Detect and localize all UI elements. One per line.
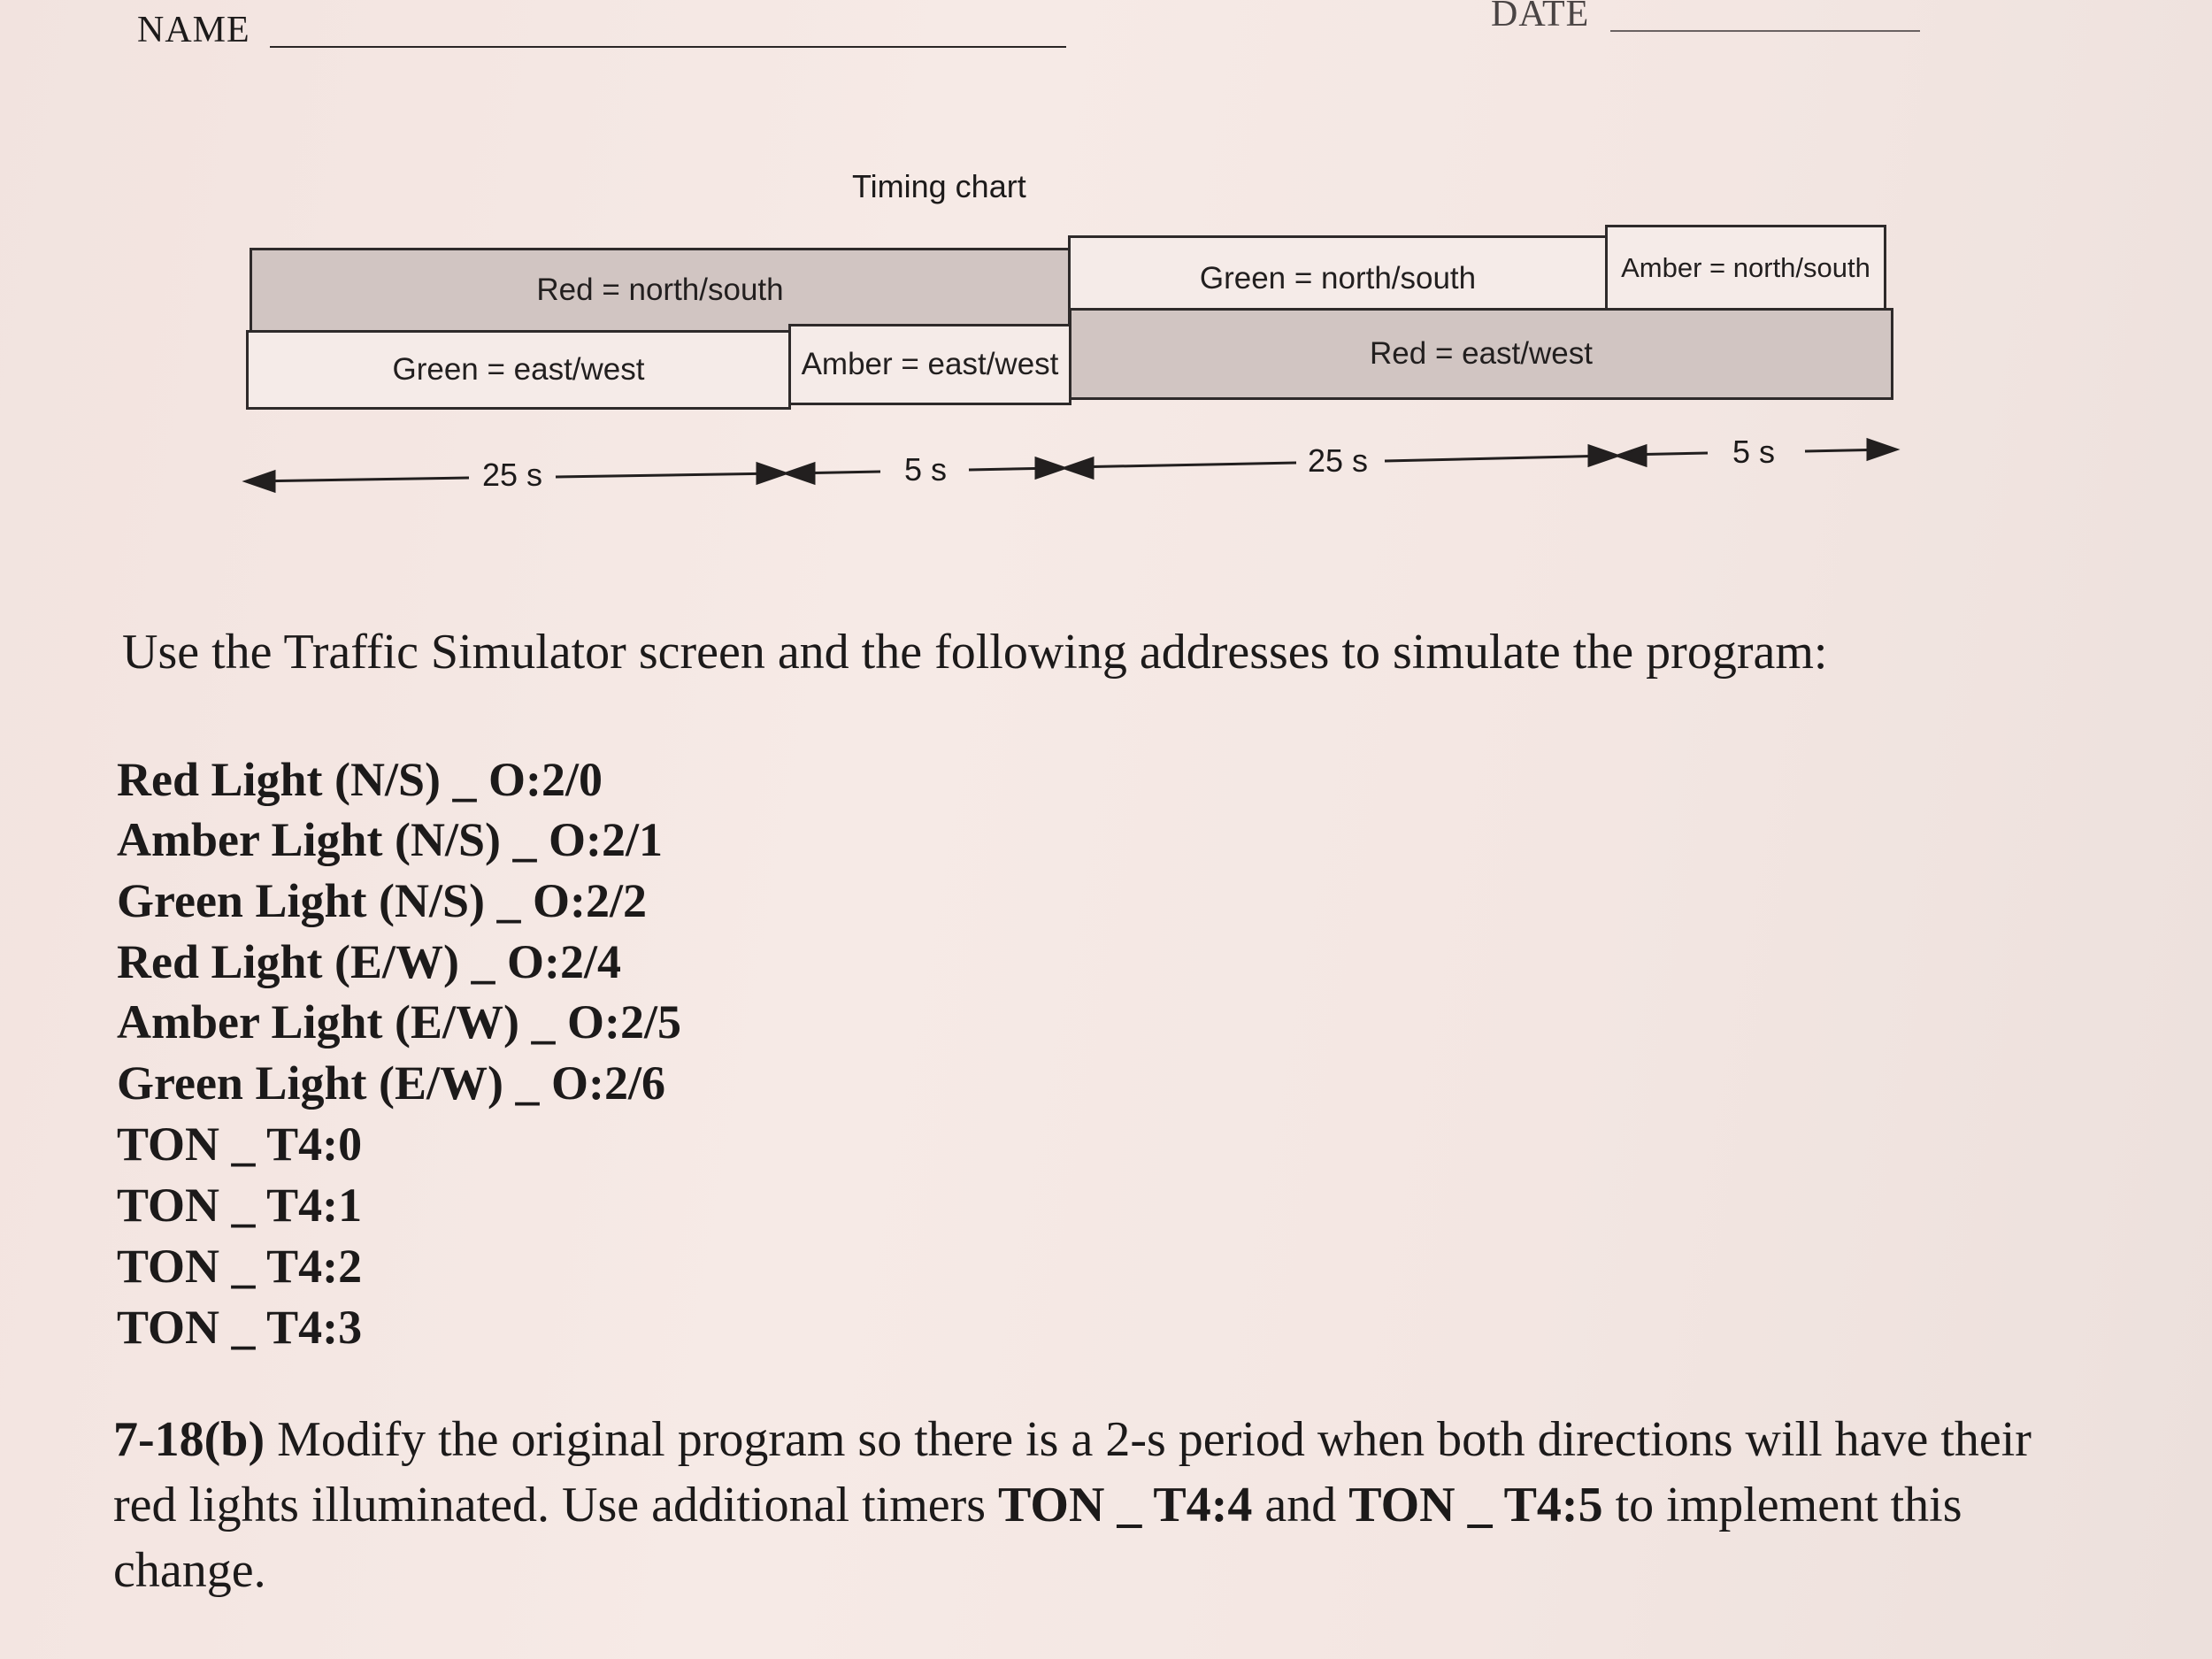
ns-green-label: Green = north/south — [1199, 261, 1477, 296]
arrow-line-3a — [1071, 463, 1296, 467]
address-item: Green Light (E/W) _ O:2/6 — [117, 1056, 665, 1110]
duration-label-3: 25 s — [1308, 442, 1369, 479]
address-item: TON _ T4:3 — [117, 1301, 363, 1354]
ns-red-label: Red = north/south — [536, 273, 784, 307]
address-item: TON _ T4:2 — [117, 1240, 363, 1293]
problem-timer-a: TON _ T4:4 — [998, 1478, 1253, 1532]
duration-label-4: 5 s — [1732, 434, 1776, 470]
address-item: Red Light (E/W) _ O:2/4 — [117, 935, 622, 988]
arrow-head-left-2 — [786, 464, 814, 483]
problem-text-part-3: to implement this change. — [113, 1478, 1962, 1598]
chart-title: Timing chart — [852, 168, 1026, 204]
arrow-head-right-1 — [757, 464, 786, 483]
arrow-head-right-2 — [1036, 458, 1064, 478]
address-item: Green Light (N/S) _ O:2/2 — [117, 874, 647, 927]
arrow-line-1a — [252, 478, 469, 481]
duration-label-1: 25 s — [482, 457, 543, 493]
arrow-head-right-4 — [1868, 440, 1896, 459]
address-item: TON _ T4:1 — [117, 1179, 363, 1232]
arrow-head-left-4 — [1617, 446, 1646, 465]
date-label: DATE — [1491, 0, 1590, 35]
problem-timer-b: TON _ T4:5 — [1348, 1478, 1603, 1532]
ew-green-label: Green = east/west — [392, 352, 645, 387]
arrow-line-1b — [556, 473, 779, 477]
address-item: Red Light (N/S) _ O:2/0 — [117, 753, 603, 806]
arrow-line-3b — [1385, 456, 1610, 461]
duration-label-2: 5 s — [904, 451, 948, 488]
arrow-head-left-3 — [1064, 458, 1093, 478]
arrow-head-left-1 — [246, 472, 274, 491]
duration-arrows — [0, 0, 2212, 549]
ns-amber-label: Amber = north/south — [1621, 252, 1870, 283]
problem-text-part-2: and — [1252, 1478, 1349, 1532]
arrow-head-right-3 — [1589, 446, 1617, 465]
instruction-text: Use the Traffic Simulator screen and the following addresses to simulate the program: — [122, 625, 1828, 680]
address-item: Amber Light (E/W) _ O:2/5 — [117, 995, 681, 1048]
problem-number: 7-18(b) — [113, 1412, 265, 1467]
address-item: Amber Light (N/S) _ O:2/1 — [117, 813, 663, 866]
ew-amber-label: Amber = east/west — [801, 347, 1059, 381]
problem-text — [113, 1407, 2095, 1603]
address-item: TON _ T4:0 — [117, 1118, 363, 1171]
problem-text-part-1: Modify the original program so there is a 2-s period when both directions will have their red lights illuminated. Use additional timers — [113, 1412, 2032, 1532]
ew-red-label: Red = east/west — [1370, 336, 1593, 371]
name-label: NAME — [137, 10, 250, 50]
